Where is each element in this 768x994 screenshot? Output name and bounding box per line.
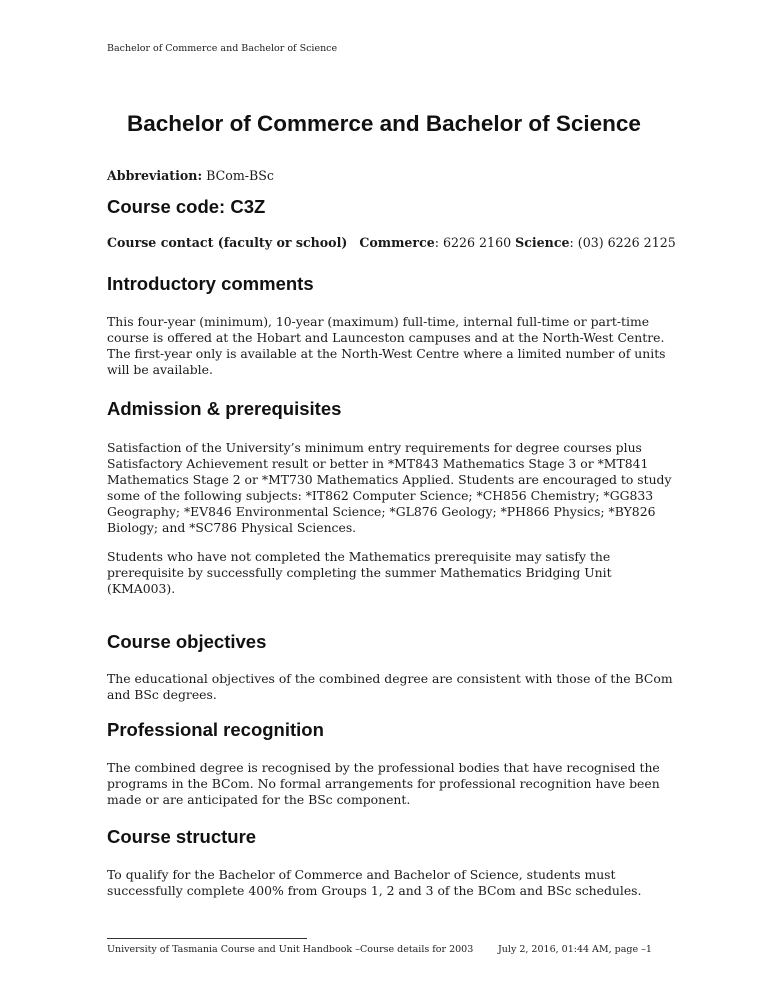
text-line: Geography; *EV846 Environmental Science; *GL876 Geology; *PH866 Physics; *BY826 (107, 504, 656, 519)
contact-label: Course contact (faculty or school) (107, 235, 348, 250)
structure-heading: Course structure (107, 826, 257, 847)
objectives-heading: Course objectives (107, 631, 267, 652)
text-line: The educational objectives of the combined degree are consistent with those of the BCom (107, 671, 673, 686)
text-line: and BSc degrees. (107, 687, 217, 702)
objectives-paragraph (107, 671, 673, 703)
recognition-paragraph (107, 760, 667, 808)
footer-divider (107, 938, 307, 939)
abbreviation-value: BCom-BSc (206, 168, 274, 183)
text-line: Satisfactory Achievement result or better in *MT843 Mathematics Stage 3 or *MT841 (107, 456, 649, 471)
text-line: made or are anticipated for the BSc component. (107, 792, 411, 807)
science-phone: : (03) 6226 2125 (569, 235, 676, 250)
admission-heading: Admission & prerequisites (107, 398, 342, 419)
text-line: To qualify for the Bachelor of Commerce and Bachelor of Science, students must (107, 867, 616, 882)
admission-paragraph-1 (107, 440, 672, 536)
commerce-label: Commerce (359, 235, 435, 250)
page-title: Bachelor of Commerce and Bachelor of Science (127, 111, 641, 136)
text-line: The combined degree is recognised by the professional bodies that have recognised the (107, 760, 660, 775)
science-label: Science (515, 235, 570, 250)
footer-handbook-note: University of Tasmania Course and Unit Handbook –Course details for 2003 (107, 944, 474, 955)
text-line: some of the following subjects: *IT862 Computer Science; *CH856 Chemistry; *GG833 (107, 488, 654, 503)
text-line: programs in the BCom. No formal arrangements for professional recognition have been (107, 776, 660, 791)
text-line: successfully complete 400% from Groups 1, 2 and 3 of the BCom and BSc schedules. (107, 883, 642, 898)
running-header: Bachelor of Commerce and Bachelor of Science (107, 43, 338, 54)
intro-heading: Introductory comments (107, 273, 314, 294)
text-line: The first-year only is available at the North-West Centre where a limited number of units (107, 346, 666, 361)
text-line: will be available. (107, 362, 213, 377)
text-line: This four-year (minimum), 10-year (maximum) full-time, internal full-time or part-time (107, 314, 650, 329)
course-contact-line (107, 235, 676, 250)
course-code-heading: Course code: C3Z (107, 196, 266, 217)
text-line: Mathematics Stage 2 or *MT730 Mathematics Applied. Students are encouraged to study (107, 472, 672, 487)
abbreviation-label: Abbreviation: (107, 168, 203, 183)
text-line: (KMA003). (107, 581, 176, 596)
footer-date-page: July 2, 2016, 01:44 AM, page –1 (498, 944, 652, 955)
abbreviation-line (107, 168, 274, 183)
commerce-phone: : 6226 2160 (434, 235, 512, 250)
text-line: Biology; and *SC786 Physical Sciences. (107, 520, 357, 535)
recognition-heading: Professional recognition (107, 719, 324, 740)
text-line: course is offered at the Hobart and Launceston campuses and at the North-West Centre. (107, 330, 665, 345)
structure-paragraph (107, 867, 667, 899)
text-line: Students who have not completed the Mathematics prerequisite may satisfy the (107, 549, 611, 564)
admission-paragraph-2 (107, 549, 667, 597)
text-line: Satisfaction of the University’s minimum entry requirements for degree courses plus (107, 440, 642, 455)
intro-paragraph (107, 314, 667, 378)
text-line: prerequisite by successfully completing the summer Mathematics Bridging Unit (107, 565, 612, 580)
